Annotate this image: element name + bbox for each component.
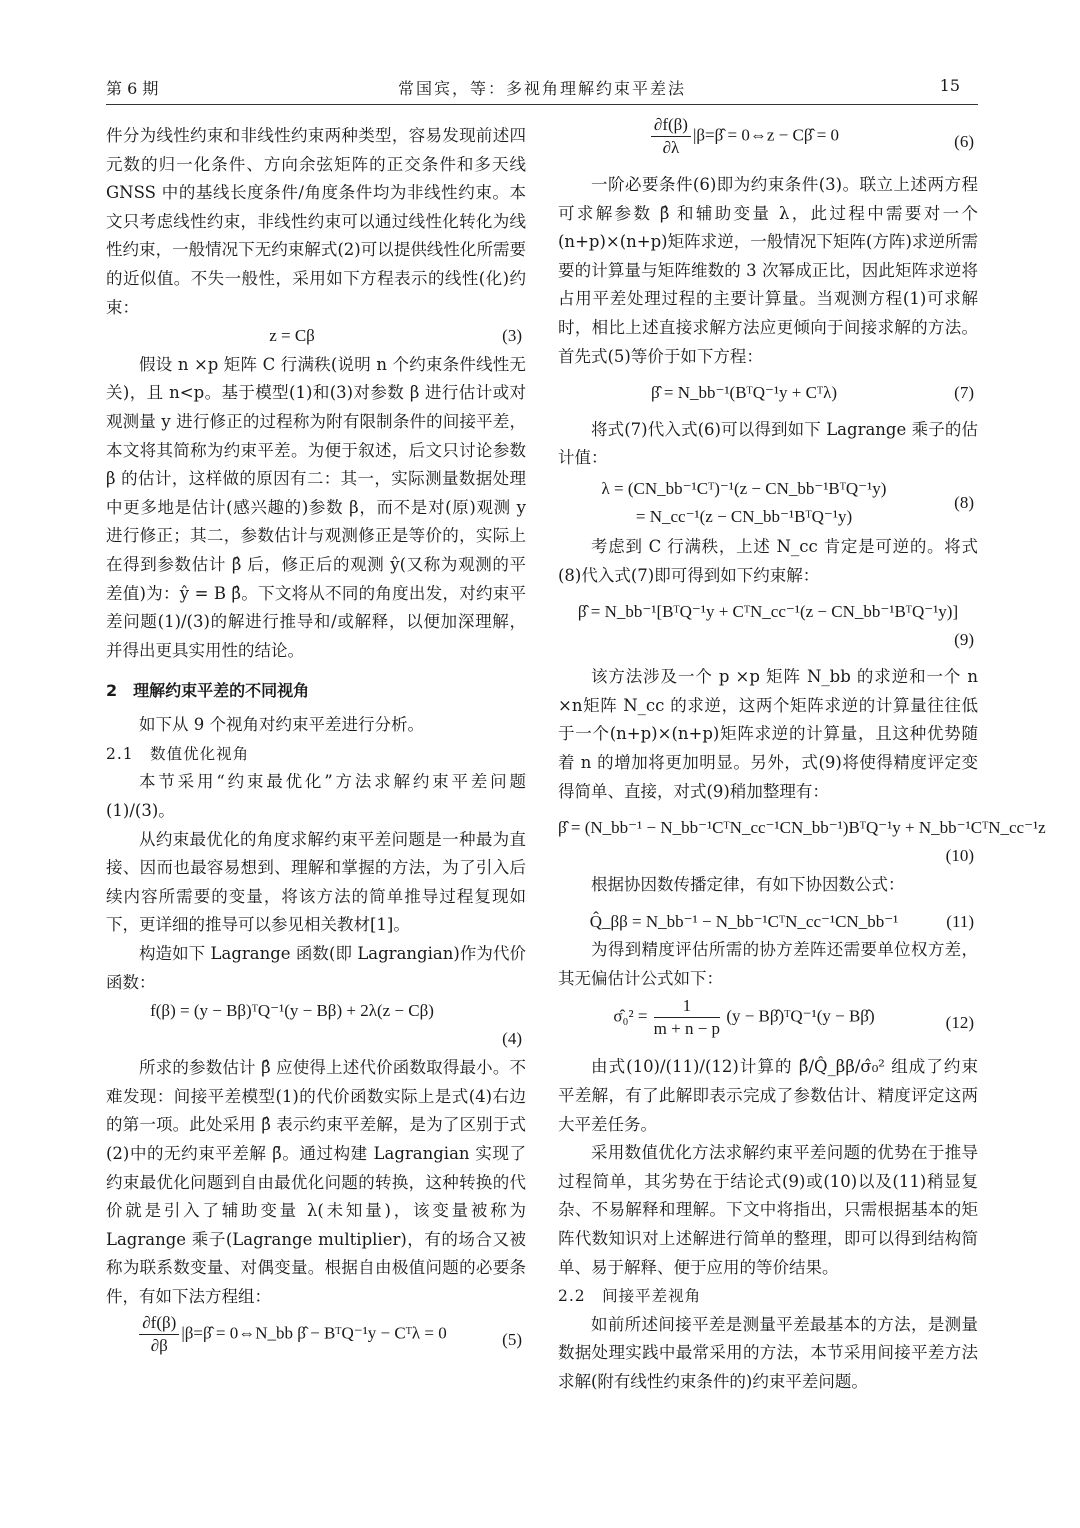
equation-body: β̂ = N_bb⁻¹(BᵀQ⁻¹y + Cᵀλ) xyxy=(650,383,838,403)
paragraph: 为得到精度评估所需的协方差阵还需要单位权方差，其无偏估计公式如下： xyxy=(558,940,978,988)
equation-10 xyxy=(558,814,1046,871)
equation-number: (12) xyxy=(945,1013,974,1033)
equation-4 xyxy=(106,997,526,1054)
equation-number: (9) xyxy=(954,630,974,650)
paragraph: 件分为线性约束和非线性约束两种类型，容易发现前述四元数的归一化条件、方向余弦矩阵的正交条件和多天线 GNSS 中的基线长度条件/角度条件均为非线性约束。本文只考虑线性约束，非线性约束可以通过线性化转化为线性约束，一般情况下无约束解式(2)可以提供线性化所需要的近似值。不失一般性，采用如下方程表示的线性(化)约束： xyxy=(106,126,526,317)
issue-label: 第 6 期 xyxy=(106,79,159,98)
equation-5 xyxy=(106,1312,526,1369)
equation-body: Q̂_ββ = N_bb⁻¹ − N_bb⁻¹CᵀN_cc⁻¹CN_bb⁻¹ xyxy=(589,911,899,931)
fraction xyxy=(139,1312,179,1357)
equation-body xyxy=(558,114,930,159)
left-column xyxy=(106,122,526,1369)
right-column xyxy=(558,115,1046,1397)
paragraph: 采用数值优化方法求解约束平差问题的优势在于推导过程简单，其劣势在于结论式(9)或(10)以及(11)稍显复杂、不易解释和理解。下文中将指出，只需根据基本的矩阵代数知识对上述解进行简单的整理，即可以得到结构简单、易于解释、便于应用的等价结果。 xyxy=(558,1143,978,1277)
equation-body xyxy=(558,995,930,1040)
paragraph: 假设 n ×p 矩阵 C 行满秩(说明 n 个约束条件线性无关)，且 n<p。基于模型(1)和(3)对参数 β 进行估计或对观测量 y 进行修正的过程称为附有限制条件的间接平差，本文将其简称为约束平差。为便于叙述，后文只讨论参数 β 的估计，这样做的原因有二：其一，实际测量数据处理中更多地是估计(感兴趣的)参数 β，而不是对(原)观测 y 进行修正；其二，参数估计与观测修正是等价的，实际上在得到参数估计 β̂ 后，修正后的观测 ŷ(又称为观测的平差值)为：ŷ = B β̂。下文将从不同的角度出发，对约束平差问题(1)/(3)的解进行推导和/或解释，以便加深理解，并得出更具实用性的结论。 xyxy=(106,354,526,660)
equation-body: β̂ = (N_bb⁻¹ − N_bb⁻¹CᵀN_cc⁻¹CN_bb⁻¹)BᵀQ⁻¹y + N_bb⁻¹CᵀN_cc⁻¹z xyxy=(558,818,1046,838)
page-number: 15 xyxy=(939,76,960,95)
equation-6 xyxy=(558,114,978,171)
equation-7 xyxy=(558,379,978,408)
paragraph: 构造如下 Lagrange 函数(即 Lagrangian)作为代价函数： xyxy=(106,944,526,992)
fraction-denominator: ∂λ xyxy=(662,138,680,157)
equation-number: (4) xyxy=(502,1029,522,1049)
paragraph: 将式(7)代入式(6)可以得到如下 Lagrange 乘子的估计值： xyxy=(558,419,978,468)
equation-body: β̂ = N_bb⁻¹[BᵀQ⁻¹y + CᵀN_cc⁻¹(z − CN_bb⁻¹BᵀQ⁻¹y)] xyxy=(577,602,959,622)
equation-number: (7) xyxy=(954,383,974,403)
equation-number: (10) xyxy=(945,846,974,866)
equation-line-1: λ = (CN_bb⁻¹Cᵀ)⁻¹(z − CN_bb⁻¹BᵀQ⁻¹y) xyxy=(601,478,887,498)
equation-rest: (y − Bβ̂)ᵀQ⁻¹(y − Bβ̂) xyxy=(726,1006,875,1026)
equation-number: (8) xyxy=(954,492,974,512)
fraction-denominator: ∂β xyxy=(150,1335,168,1355)
equation-9 xyxy=(558,598,978,655)
subsection-heading: 2.2 间接平差视角 xyxy=(558,1287,702,1306)
fraction-numerator: ∂f(β) xyxy=(139,1312,179,1335)
paragraph: 本节采用“约束最优化”方法求解约束平差问题(1)/(3)。 xyxy=(106,772,526,821)
equation-body xyxy=(106,1312,478,1357)
paragraph: 如前所述间接平差是测量平差最基本的方法，是测量数据处理实践中最常采用的方法，本节采用间接平差方法求解(附有线性约束条件的)约束平差问题。 xyxy=(558,1314,978,1391)
equation-lhs: σ̂₀² = xyxy=(613,1006,648,1026)
paragraph: 由式(10)/(11)/(12)计算的 β̂/Q̂_ββ/σ̂₀² 组成了约束平差解，有了此解即表示完成了参数估计、精度评定这两大平差任务。 xyxy=(558,1057,978,1134)
equation-line-2: = N_cc⁻¹(z − CN_bb⁻¹BᵀQ⁻¹y) xyxy=(635,506,853,526)
equation-3 xyxy=(106,322,526,351)
equation-11 xyxy=(558,908,978,937)
equation-number: (3) xyxy=(502,326,522,346)
fraction-numerator: ∂f(β) xyxy=(651,114,691,137)
running-header xyxy=(106,72,978,105)
equation-8 xyxy=(558,473,978,533)
equation-rest: |β=β̂ = 0⇔N_bb β̂ − BᵀQ⁻¹y − Cᵀλ = 0 xyxy=(181,1322,447,1342)
paragraph: 如下从 9 个视角对约束平差进行分析。 xyxy=(139,715,424,735)
paragraph: 根据协因数传播定律，有如下协因数公式： xyxy=(591,875,905,895)
fraction xyxy=(651,114,691,159)
running-title: 常国宾，等：多视角理解约束平差法 xyxy=(397,79,686,98)
fraction xyxy=(654,995,720,1040)
equation-rest: |β=β̂ = 0⇔z − Cβ̂ = 0 xyxy=(692,125,840,145)
equation-12 xyxy=(558,993,978,1053)
equation-number: (11) xyxy=(946,911,974,931)
fraction-denominator: m + n − p xyxy=(653,1019,721,1039)
paragraph: 从约束最优化的角度求解约束平差问题是一种最为直接、因而也最容易想到、理解和掌握的方法，为了引入后续内容所需要的变量，将该方法的简单推导过程复现如下，更详细的推导可以参见相关教材[1]。 xyxy=(106,829,526,935)
equation-body: z = Cβ xyxy=(269,326,315,346)
equation-number: (5) xyxy=(502,1329,522,1349)
paragraph: 所求的参数估计 β̂ 应使得上述代价函数取得最小。不难发现：间接平差模型(1)的代价函数实际上是式(4)右边的第一项。此处采用 β̂ 表示约束平差解，是为了区别于式(2)中的无约束平差解 β̄。通过构建 Lagrangian 实现了约束最优化问题到自由最优化问题的转换，这种转换的代价就是引入了辅助变量 λ(未知量)，该变量被称为 Lagrange 乘子(Lagrange multiplier)，有的场合又被称为联系数变量、对偶变量。根据自由极值问题的必要条件，有如下法方程组： xyxy=(106,1058,526,1306)
fraction-numerator: 1 xyxy=(654,995,720,1018)
subsection-heading: 2.1 数值优化视角 xyxy=(106,744,250,763)
paragraph: 该方法涉及一个 p ×p 矩阵 N_bb 的求逆和一个 n ×n矩阵 N_cc 的求逆，这两个矩阵求逆的计算量往往低于一个(n+p)×(n+p)矩阵求逆的计算量，且这种优势随着 n 的增加将更加明显。另外，式(9)将使得精度评定变得简单、直接，对式(9)稍加整理有： xyxy=(558,667,978,801)
section-heading: 2 理解约束平差的不同视角 xyxy=(106,681,310,701)
equation-body: f(β) = (y − Bβ)ᵀQ⁻¹(y − Bβ) + 2λ(z − Cβ) xyxy=(150,1001,434,1021)
paragraph: 考虑到 C 行满秩，上述 N_cc 肯定是可逆的。将式(8)代入式(7)即可得到如下约束解： xyxy=(558,536,978,585)
equation-number: (6) xyxy=(954,132,974,151)
paragraph: 一阶必要条件(6)即为约束条件(3)。联立上述两方程可求解参数 β̂ 和辅助变量 λ，此过程中需要对一个(n+p)×(n+p)矩阵求逆，一般情况下矩阵(方阵)求逆所需要的计算量与矩阵维数的 3 次幂成正比，因此矩阵求逆将占用平差处理过程的主要计算量。当观测方程(1)可求解时，相比上述直接求解方法应更倾向于间接求解的方法。首先式(5)等价于如下方程： xyxy=(558,175,978,366)
